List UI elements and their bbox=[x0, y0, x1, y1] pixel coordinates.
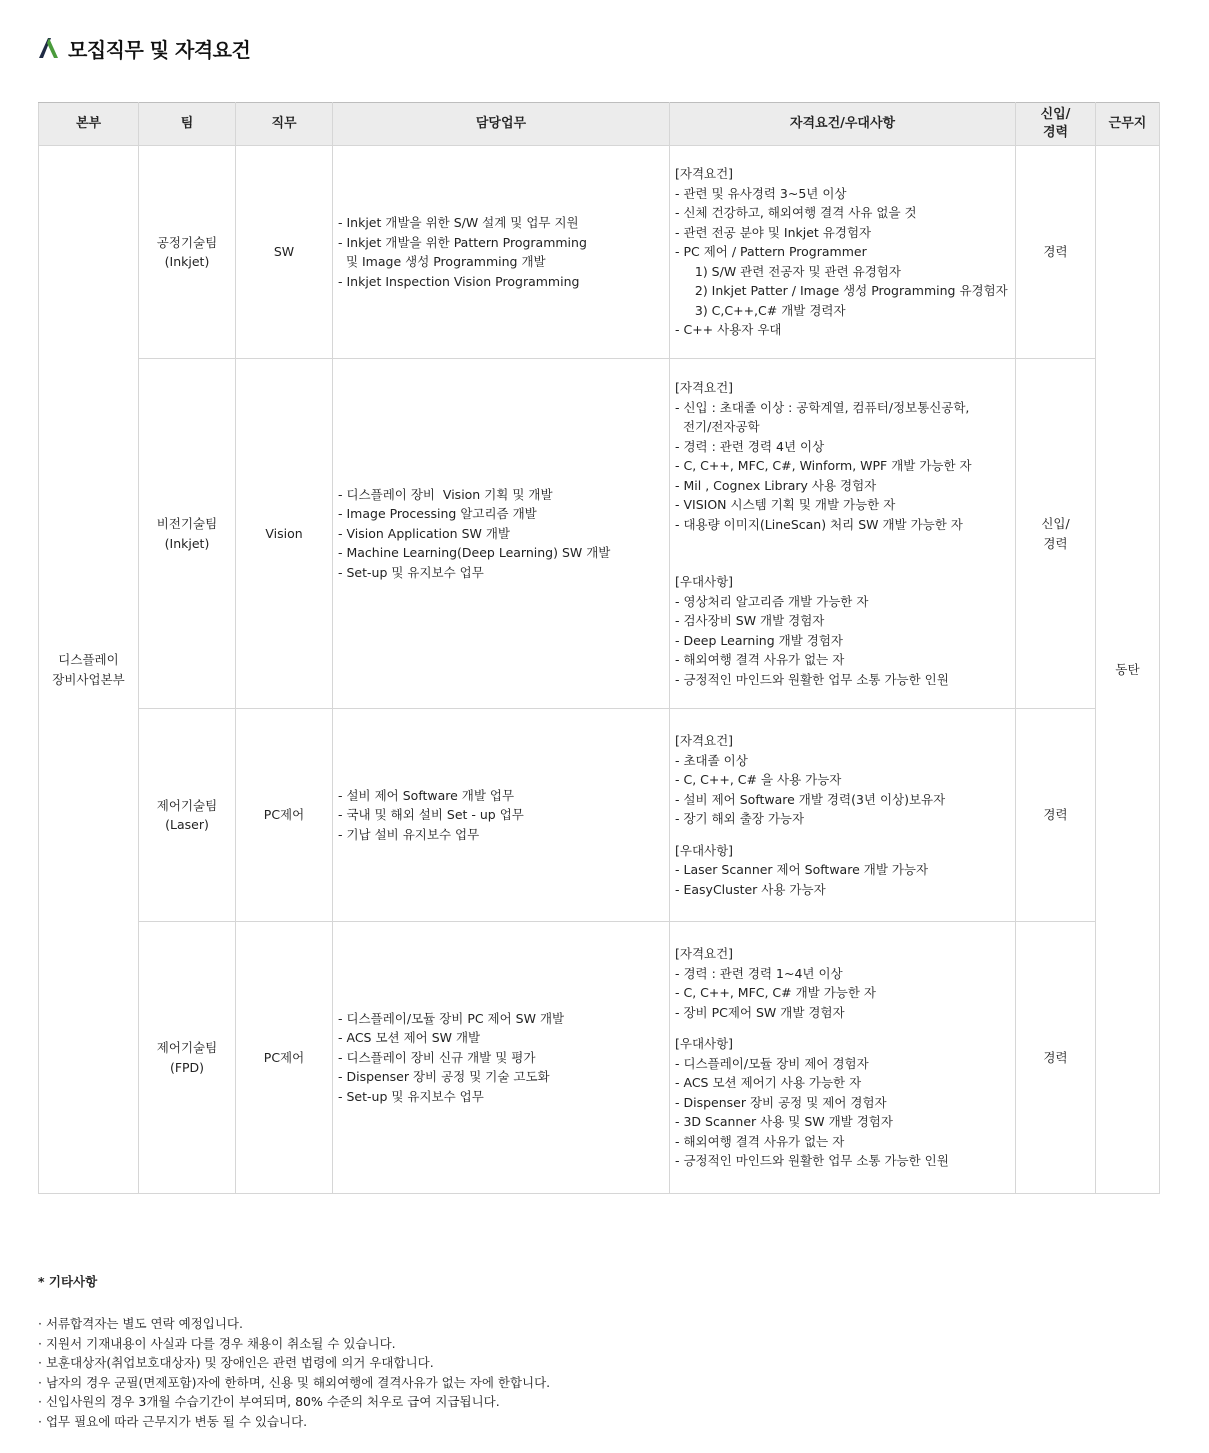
section-title: 모집직무 및 자격요건 bbox=[68, 37, 251, 62]
header-requirements: 자격요건/우대사항 bbox=[670, 103, 1016, 146]
requirements-list-line: - 신체 건강하고, 해외여행 결격 사유 없을 것 bbox=[675, 205, 917, 221]
requirements-list-line: 2) Inkjet Patter / Image 생성 Programming 유경험자 bbox=[675, 283, 1008, 299]
requirements-list-line: - 장기 해외 출장 가능자 bbox=[675, 811, 805, 826]
requirements-list-line: [자격요건] bbox=[675, 946, 734, 962]
duties-list-line: 및 Image 생성 Programming 개발 bbox=[338, 254, 546, 269]
preferred-list-line: - Deep Learning 개발 경험자 bbox=[675, 632, 843, 648]
preferred-list bbox=[675, 841, 1011, 900]
duties-list-line: - Machine Learning(Deep Learning) SW 개발 bbox=[338, 545, 611, 561]
location-cell: 동탄 bbox=[1096, 146, 1160, 1194]
requirements-list-line: [자격요건] bbox=[675, 733, 734, 748]
preferred-list-line: - 디스플레이/모듈 장비 제어 경험자 bbox=[675, 1055, 869, 1071]
preferred-list-line: - Dispenser 장비 공정 및 제어 경험자 bbox=[675, 1094, 887, 1110]
team-cell bbox=[139, 709, 236, 922]
note-item: · 보훈대상자(취업보호대상자) 및 장애인은 관련 법령에 의거 우대합니다. bbox=[38, 1355, 434, 1370]
section-header bbox=[38, 32, 250, 64]
requirements-list bbox=[675, 164, 1011, 340]
requirements-list-line: - 설비 제어 Software 개발 경력(3년 이상)보유자 bbox=[675, 791, 946, 807]
requirements-list bbox=[675, 944, 1011, 1022]
notes-section bbox=[38, 1272, 550, 1431]
duties-list-line: - 디스플레이 장비 Vision 기획 및 개발 bbox=[338, 486, 553, 502]
notes-title: * 기타사항 bbox=[38, 1274, 98, 1289]
header-level: 신입/ 경력 bbox=[1016, 103, 1096, 146]
header-division: 본부 bbox=[39, 103, 139, 146]
note-item: · 업무 필요에 따라 근무지가 변동 될 수 있습니다. bbox=[38, 1413, 308, 1429]
job-requirements-table bbox=[38, 102, 1160, 1194]
level-cell: 경력 bbox=[1016, 922, 1096, 1194]
table-row bbox=[39, 146, 1160, 359]
requirements-cell bbox=[670, 359, 1016, 709]
requirements-list-line: [자격요건] bbox=[675, 166, 734, 182]
duties-list bbox=[338, 786, 665, 845]
requirements-list-line: - 대용량 이미지(LineScan) 처리 SW 개발 가능한 자 bbox=[675, 516, 963, 532]
preferred-list-line: [우대사항] bbox=[675, 842, 734, 858]
spacer bbox=[675, 829, 1011, 841]
role-cell: PC제어 bbox=[236, 709, 333, 922]
preferred-list-line: - 검사장비 SW 개발 경험자 bbox=[675, 613, 825, 628]
level-cell: 경력 bbox=[1016, 146, 1096, 359]
duties-list-line: - Set-up 및 유지보수 업무 bbox=[338, 1088, 484, 1104]
team-name: 제어기술팀 bbox=[156, 1040, 218, 1055]
table-row bbox=[39, 709, 1160, 922]
duties-cell bbox=[333, 922, 670, 1194]
preferred-list-line: - 3D Scanner 사용 및 SW 개발 경험자 bbox=[675, 1114, 893, 1130]
duties-list bbox=[338, 485, 665, 583]
team-subtitle: (Inkjet) bbox=[164, 254, 210, 269]
header-team: 팀 bbox=[139, 103, 236, 146]
preferred-list-line: - 긍정적인 마인드와 원활한 업무 소통 가능한 인원 bbox=[675, 671, 949, 687]
duties-list-line: - Set-up 및 유지보수 업무 bbox=[338, 564, 484, 580]
preferred-list-line: - Laser Scanner 제어 Software 개발 가능자 bbox=[675, 862, 929, 877]
team-subtitle: (Inkjet) bbox=[164, 535, 210, 551]
preferred-list-line: - EasyCluster 사용 가능자 bbox=[675, 881, 826, 897]
note-item: · 지원서 기재내용이 사실과 다를 경우 채용이 취소될 수 있습니다. bbox=[38, 1335, 396, 1351]
duties-list bbox=[338, 1009, 665, 1107]
duties-list-line: - Vision Application SW 개발 bbox=[338, 525, 510, 541]
team-cell bbox=[139, 359, 236, 709]
requirements-list-line: - 관련 전공 분야 및 Inkjet 유경험자 bbox=[675, 224, 872, 240]
duties-list-line: - 기납 설비 유지보수 업무 bbox=[338, 826, 480, 842]
role-cell: Vision bbox=[236, 359, 333, 709]
requirements-list-line: - C++ 사용자 우대 bbox=[675, 322, 782, 338]
duties-cell bbox=[333, 146, 670, 359]
level-cell: 신입/ 경력 bbox=[1016, 359, 1096, 709]
duties-list-line: - 설비 제어 Software 개발 업무 bbox=[338, 787, 515, 803]
requirements-cell bbox=[670, 709, 1016, 922]
team-subtitle: (FPD) bbox=[169, 1059, 205, 1075]
duties-list-line: - Inkjet Inspection Vision Programming bbox=[338, 273, 580, 289]
duties-list-line: - 국내 및 해외 설비 Set - up 업무 bbox=[338, 807, 524, 823]
requirements-list-line: - 경력 : 관련 경력 1~4년 이상 bbox=[675, 965, 843, 981]
leaf-chevron-logo-icon bbox=[38, 35, 60, 61]
requirements-list-line: - 경력 : 관련 경력 4년 이상 bbox=[675, 438, 825, 454]
note-item: · 남자의 경우 군필(면제포함)자에 한하며, 신용 및 해외여행에 결격사유가 없는 자에 한합니다. bbox=[38, 1374, 551, 1390]
spacer bbox=[675, 1022, 1011, 1034]
requirements-cell bbox=[670, 146, 1016, 359]
division-cell: 디스플레이 장비사업본부 bbox=[39, 146, 139, 1194]
requirements-list-line: - C, C++, MFC, C# 개발 가능한 자 bbox=[675, 985, 877, 1001]
role-cell: PC제어 bbox=[236, 922, 333, 1194]
requirements-list-line: - VISION 시스템 기획 및 개발 가능한 자 bbox=[675, 497, 896, 512]
duties-list-line: - ACS 모션 제어 SW 개발 bbox=[338, 1030, 481, 1046]
requirements-cell bbox=[670, 922, 1016, 1194]
requirements-list bbox=[675, 731, 1011, 829]
requirements-list-line: - 장비 PC제어 SW 개발 경험자 bbox=[675, 1004, 845, 1020]
spacer bbox=[675, 534, 1011, 572]
role-cell: SW bbox=[236, 146, 333, 359]
team-name: 제어기술팀 bbox=[156, 797, 218, 813]
team-name: 비전기술팀 bbox=[156, 516, 218, 531]
preferred-list bbox=[675, 572, 1011, 689]
header-duties: 담당업무 bbox=[333, 103, 670, 146]
header-role: 직무 bbox=[236, 103, 333, 146]
requirements-list-line: - Mil , Cognex Library 사용 경험자 bbox=[675, 477, 877, 493]
duties-list-line: - Image Processing 알고리즘 개발 bbox=[338, 506, 537, 522]
requirements-list-line: 전기/전자공학 bbox=[675, 419, 760, 434]
requirements-list-line: - PC 제어 / Pattern Programmer bbox=[675, 244, 867, 260]
preferred-list-line: - 긍정적인 마인드와 원활한 업무 소통 가능한 인원 bbox=[675, 1153, 949, 1169]
header-location: 근무지 bbox=[1096, 103, 1160, 146]
table-header-row bbox=[39, 103, 1160, 146]
requirements-list-line: - C, C++, MFC, C#, Winform, WPF 개발 가능한 자 bbox=[675, 458, 972, 473]
requirements-list-line: [자격요건] bbox=[675, 380, 734, 395]
team-subtitle: (Laser) bbox=[165, 817, 209, 832]
duties-list-line: - 디스플레이/모듈 장비 PC 제어 SW 개발 bbox=[338, 1010, 565, 1026]
team-cell bbox=[139, 146, 236, 359]
note-item: · 서류합격자는 별도 연락 예정입니다. bbox=[38, 1316, 243, 1331]
team-cell bbox=[139, 922, 236, 1194]
requirements-list-line: - 초대졸 이상 bbox=[675, 752, 748, 768]
preferred-list-line: - 해외여행 결격 사유가 없는 자 bbox=[675, 652, 845, 667]
duties-list-line: - Dispenser 장비 공정 및 기술 고도화 bbox=[338, 1069, 550, 1085]
requirements-list-line: 3) C,C++,C# 개발 경력자 bbox=[675, 302, 846, 318]
requirements-list-line: 1) S/W 관련 전공자 및 관련 유경험자 bbox=[675, 263, 901, 279]
preferred-list-line: [우대사항] bbox=[675, 574, 734, 589]
requirements-list-line: - 관련 및 유사경력 3~5년 이상 bbox=[675, 185, 847, 201]
preferred-list-line: - 해외여행 결격 사유가 없는 자 bbox=[675, 1133, 845, 1149]
duties-list bbox=[338, 213, 665, 291]
duties-list-line: - 디스플레이 장비 신규 개발 및 평가 bbox=[338, 1049, 536, 1065]
requirements-list-line: - C, C++, C# 을 사용 가능자 bbox=[675, 772, 842, 787]
team-name: 공정기술팀 bbox=[156, 234, 218, 250]
duties-list-line: - Inkjet 개발을 위한 S/W 설계 및 업무 지원 bbox=[338, 215, 579, 230]
preferred-list-line: - 영상처리 알고리즘 개발 가능한 자 bbox=[675, 593, 869, 609]
preferred-list bbox=[675, 1034, 1011, 1171]
duties-cell bbox=[333, 359, 670, 709]
table-row bbox=[39, 359, 1160, 709]
preferred-list-line: - ACS 모션 제어기 사용 가능한 자 bbox=[675, 1075, 862, 1091]
requirements-list bbox=[675, 378, 1011, 534]
preferred-list-line: [우대사항] bbox=[675, 1036, 734, 1052]
level-cell: 경력 bbox=[1016, 709, 1096, 922]
requirements-list-line: - 신입 : 초대졸 이상 : 공학계열, 컴퓨터/정보통신공학, bbox=[675, 399, 970, 415]
duties-list-line: - Inkjet 개발을 위한 Pattern Programming bbox=[338, 234, 587, 250]
table-row bbox=[39, 922, 1160, 1194]
notes-list bbox=[38, 1314, 550, 1431]
duties-cell bbox=[333, 709, 670, 922]
note-item: · 신입사원의 경우 3개월 수습기간이 부여되며, 80% 수준의 처우로 급여 지급됩니다. bbox=[38, 1394, 500, 1409]
